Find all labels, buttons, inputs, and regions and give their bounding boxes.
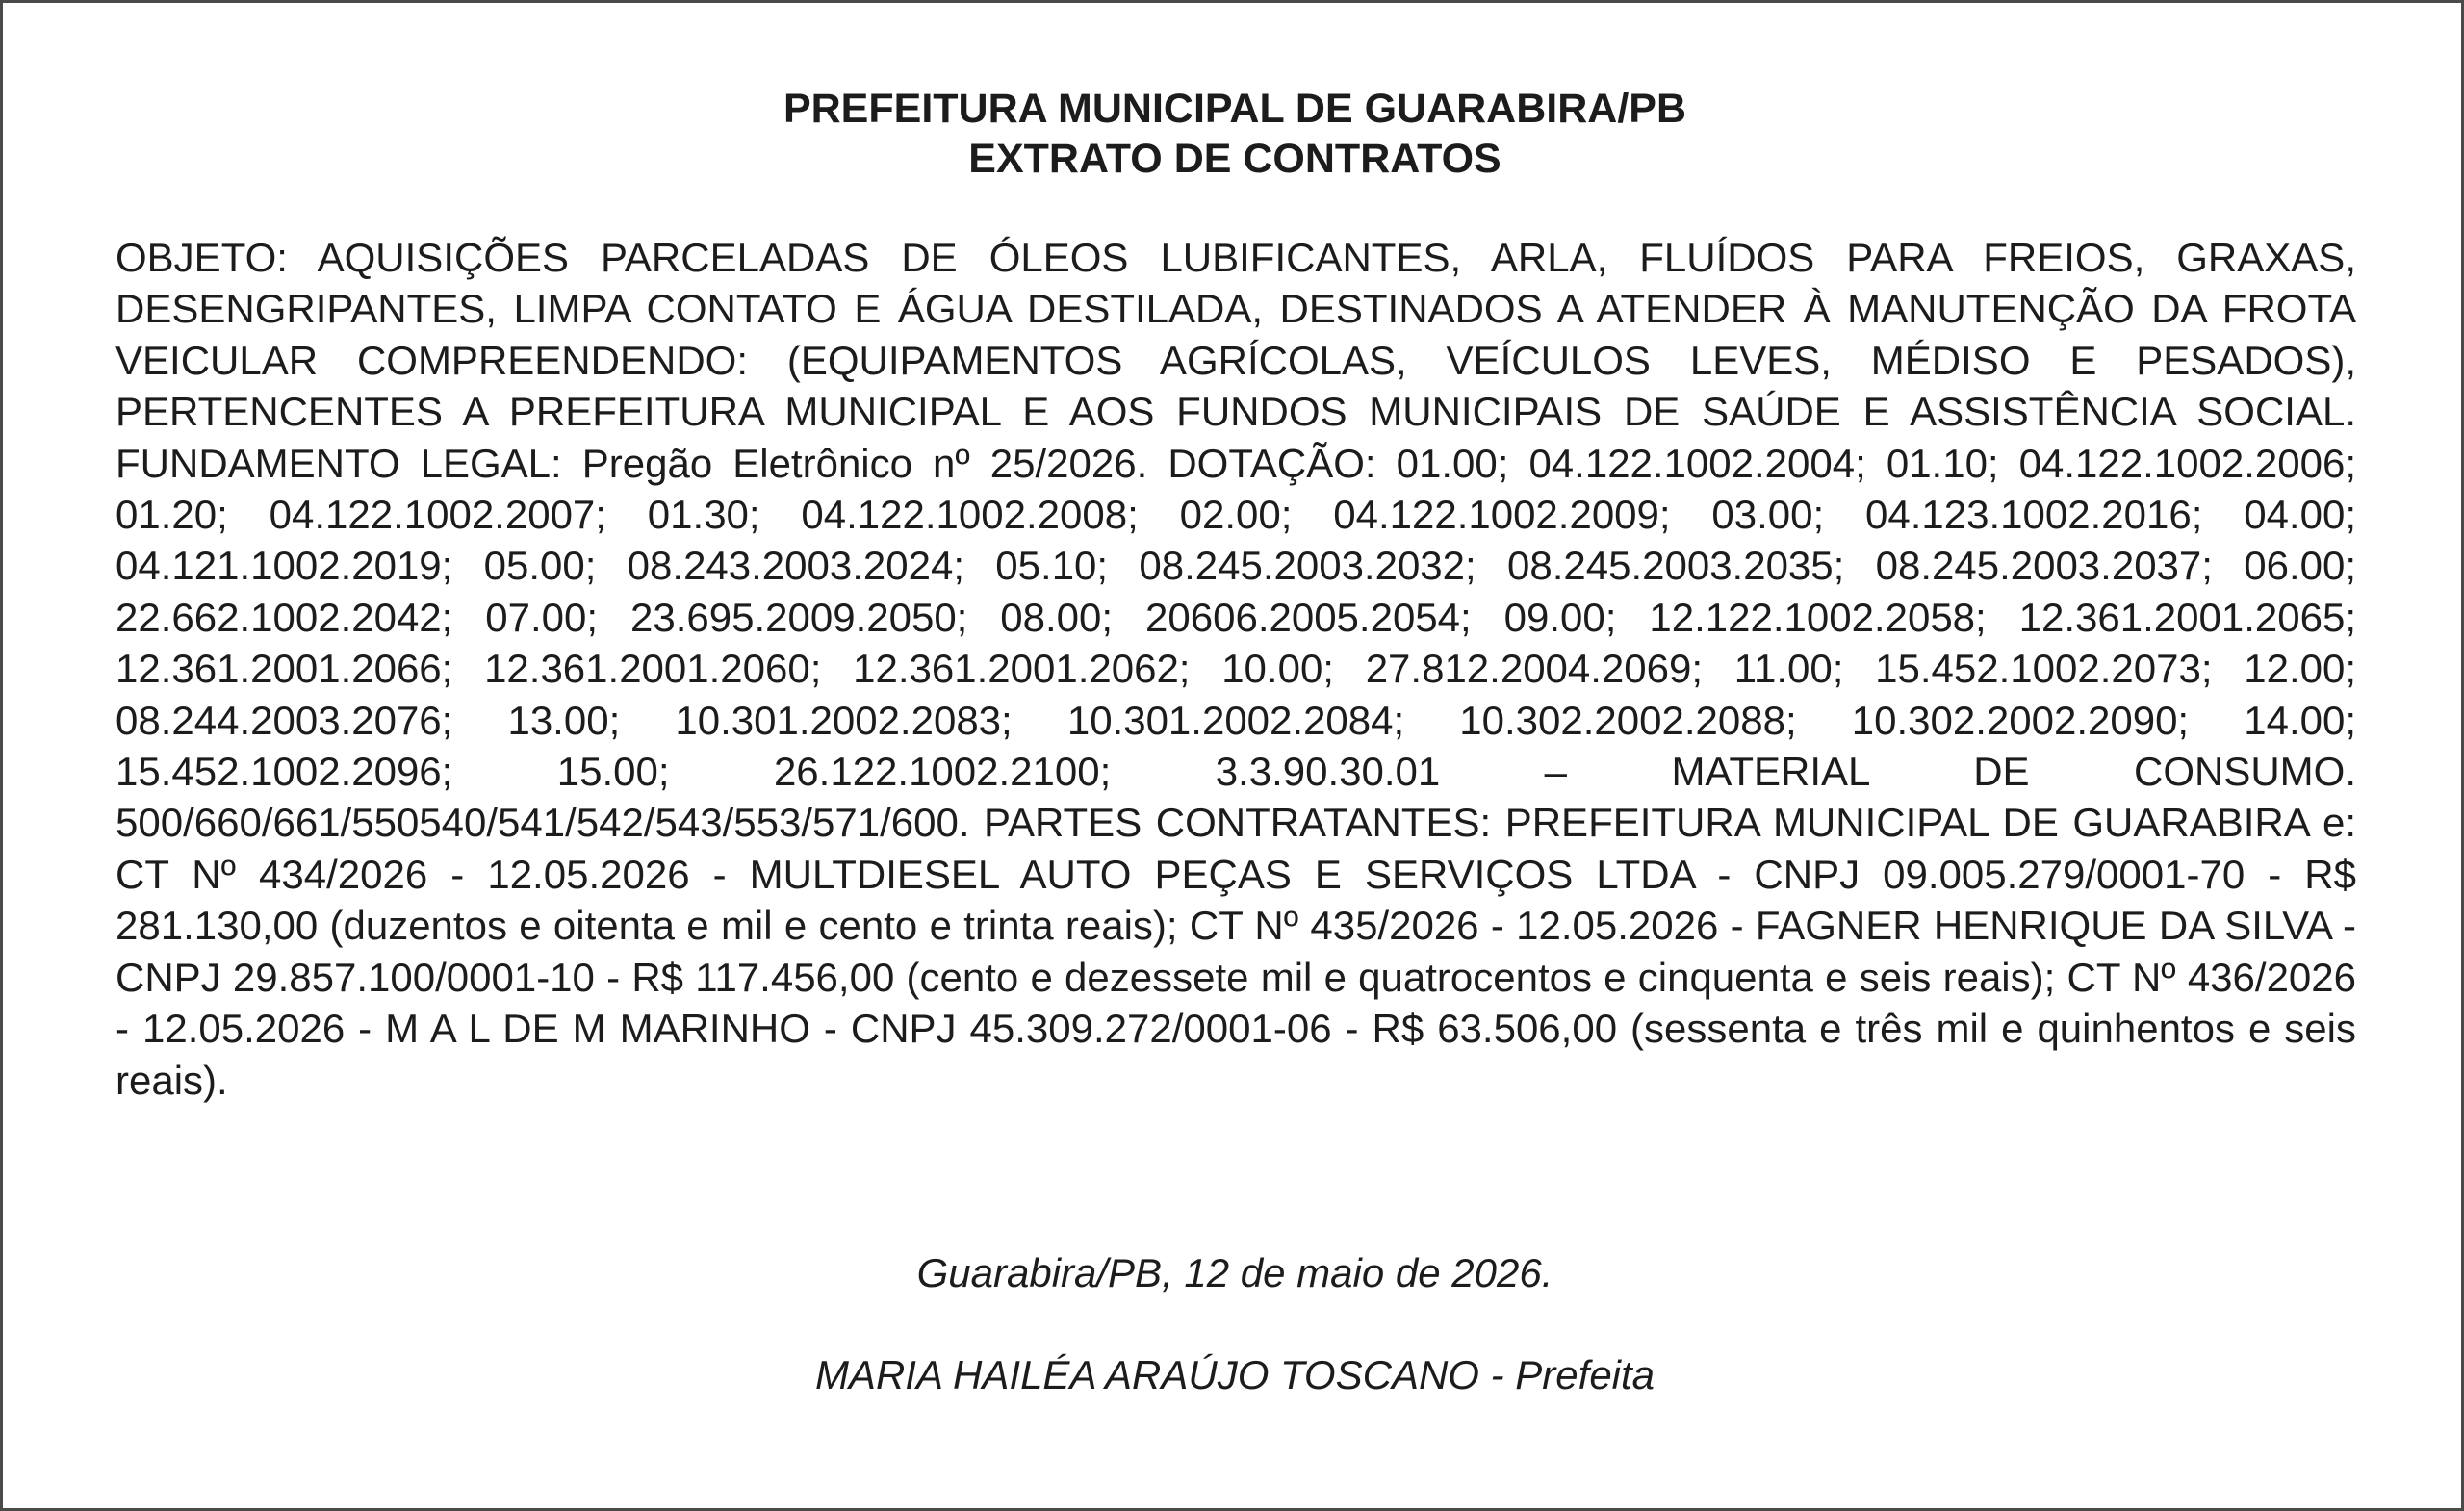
document-header bbox=[3, 84, 2464, 184]
document-title: EXTRATO DE CONTRATOS bbox=[968, 136, 1502, 182]
date-line: Guarabira/PB, 12 de maio de 2026. bbox=[916, 1250, 1553, 1295]
contract-extract-body: OBJETO: AQUISIÇÕES PARCELADAS DE ÓLEOS LUBIFICANTES, ARLA, FLUÍDOS PARA FREIOS, GRAXAS, DESENGRIPANTES, LIMPA CONTATO E ÁGUA DESTILADA, DESTINADOS A ATENDER À MANUTENÇÃO DA FROTA VEICULAR COMPREENDENDO: (EQUIPAMENTOS AGRÍCOLAS, VEÍCULOS LEVES, MÉDISO E PESADOS), PERTENCENTES A PREFEITURA MUNICIPAL E AOS FUNDOS MUNICIPAIS DE SAÚDE E ASSISTÊNCIA SOCIAL. FUNDAMENTO LEGAL: Pregão Eletrônico nº 25/2026. DOTAÇÃO: 01.00; 04.122.1002.2004; 01.10; 04.122.1002.2006; 01.20; 04.122.1002.2007; 01.30; 04.122.1002.2008; 02.00; 04.122.1002.2009; 03.00; 04.123.1002.2016; 04.00; 04.121.1002.2019; 05.00; 08.243.2003.2024; 05.10; 08.245.2003.2032; 08.245.2003.2035; 08.245.2003.2037; 06.00; 22.662.1002.2042; 07.00; 23.695.2009.2050; 08.00; 20606.2005.2054; 09.00; 12.122.1002.2058; 12.361.2001.2065; 12.361.2001.2066; 12.361.2001.2060; 12.361.2001.2062; 10.00; 27.812.2004.2069; 11.00; 15.452.1002.2073; 12.00; 08.244.2003.2076; 13.00; 10.301.2002.2083; 10.301.2002.2084; 10.302.2002.2088; 10.302.2002.2090; 14.00; 15.452.1002.2096; 15.00; 26.122.1002.2100; 3.3.90.30.01 – MATERIAL DE CONSUMO. 500/660/661/550540/541/542/543/553/571/600. PARTES CONTRATANTES: PREFEITURA MUNICIPAL DE GUARABIRA e: CT Nº 434/2026 - 12.05.2026 - MULTDIESEL AUTO PEÇAS E SERVIÇOS LTDA - CNPJ 09.005.279/0001-70 - R$ 281.130,00 (duzentos e oitenta e mil e cento e trinta reais); CT Nº 435/2026 - 12.05.2026 - FAGNER HENRIQUE DA SILVA - CNPJ 29.857.100/0001-10 - R$ 117.456,00 (cento e dezessete mil e quatrocentos e cinquenta e seis reais); CT Nº 436/2026 - 12.05.2026 - M A L DE M MARINHO - CNPJ 45.309.272/0001-06 - R$ 63.506,00 (sessenta e três mil e quinhentos e seis reais). bbox=[116, 235, 2356, 1103]
institution-name: PREFEITURA MUNICIPAL DE GUARABIRA/PB bbox=[783, 86, 1687, 132]
signature-line: MARIA HAILÉA ARAÚJO TOSCANO - Prefeita bbox=[814, 1352, 1656, 1397]
